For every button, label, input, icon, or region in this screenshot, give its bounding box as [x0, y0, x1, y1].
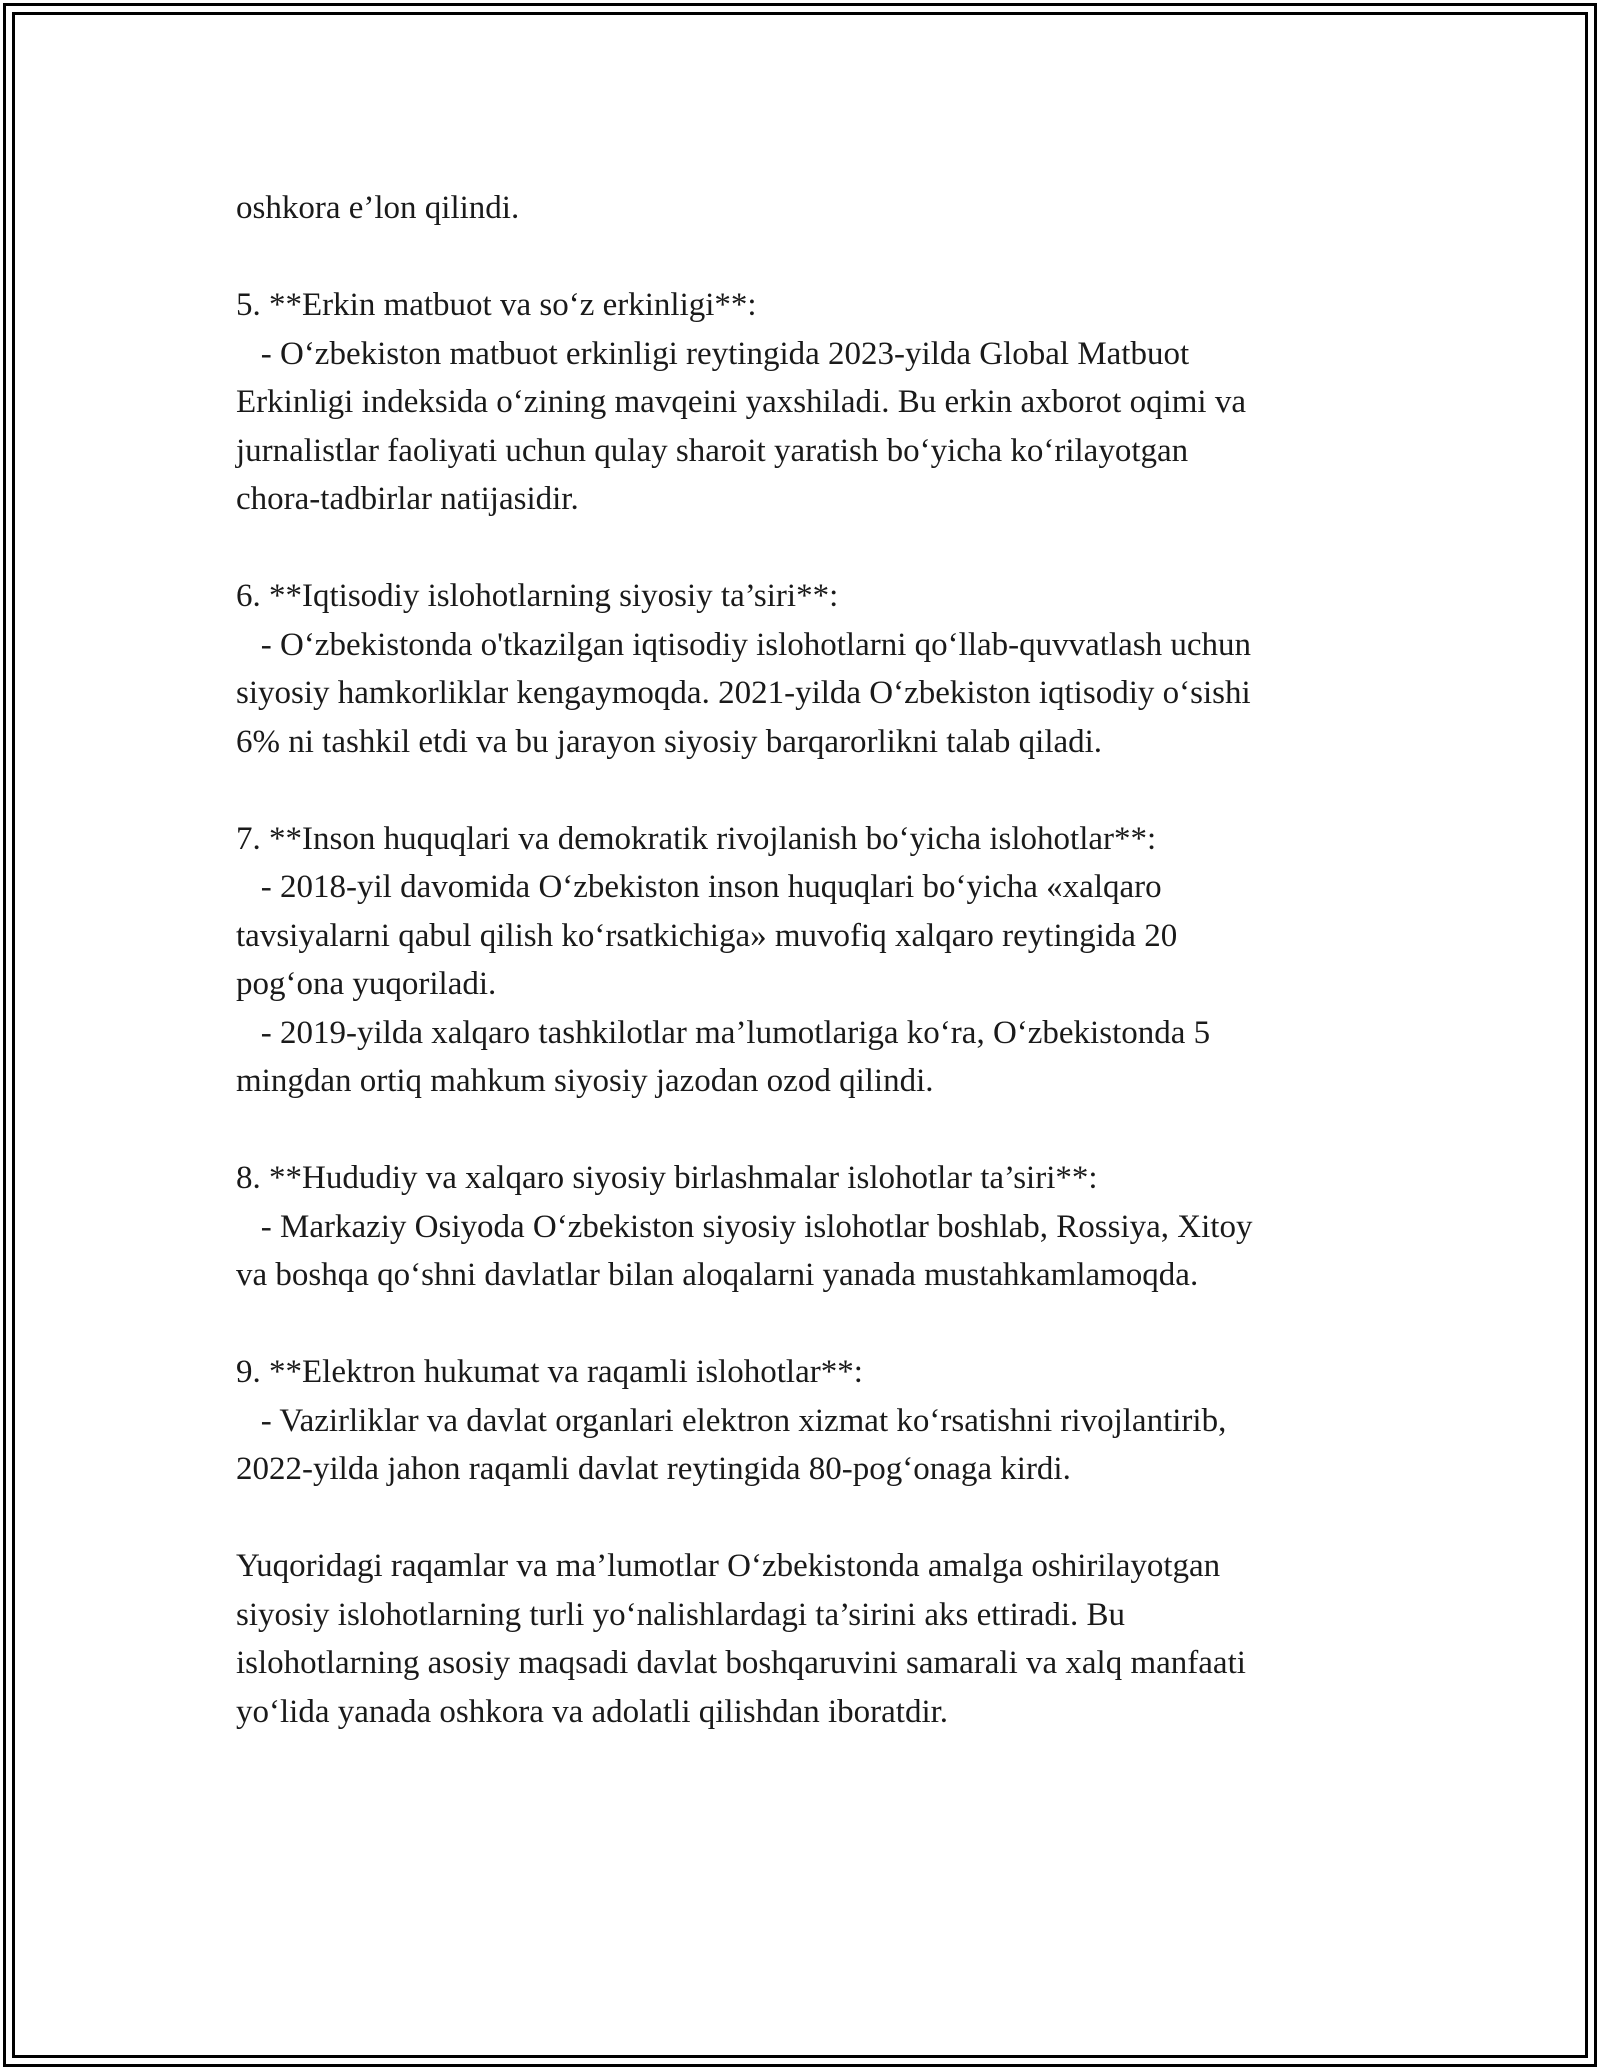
text-line: - Markaziy Osiyoda O‘zbekiston siyosiy islohotlar boshlab, Rossiya, Xitoy — [236, 1208, 1253, 1245]
text-line: Yuqoridagi raqamlar va ma’lumotlar O‘zbekistonda amalga oshirilayotgan — [236, 1548, 1221, 1584]
text-line: - O‘zbekiston matbuot erkinligi reytingida 2023-yilda Global Matbuot — [236, 335, 1190, 372]
text-line: - O‘zbekistonda o'tkazilgan iqtisodiy islohotlarni qo‘llab-quvvatlash uchun — [236, 626, 1251, 663]
text-line: 6. **Iqtisodiy islohotlarning siyosiy ta’siri**: — [236, 578, 839, 614]
text-line: - 2019-yilda xalqaro tashkilotlar ma’lumotlariga ko‘ra, O‘zbekistonda 5 — [236, 1014, 1211, 1051]
blank-line — [236, 766, 1396, 815]
text-line: 6% ni tashkil etdi va bu jarayon siyosiy barqarorlikni talab qiladi. — [236, 723, 1103, 760]
text-line: siyosiy islohotlarning turli yo‘nalishlardagi ta’sirini aks ettiradi. Bu — [236, 1596, 1126, 1633]
blank-line — [236, 1300, 1396, 1349]
text-line: tavsiyalarni qabul qilish ko‘rsatkichiga» muvofiq xalqaro reytingida 20 — [236, 917, 1178, 954]
text-line: yo‘lida yanada oshkora va adolatli qilishdan iboratdir. — [236, 1693, 949, 1730]
text-line: va boshqa qo‘shni davlatlar bilan aloqalarni yanada mustahkamlamoqda. — [236, 1257, 1199, 1293]
blank-line — [236, 233, 1396, 282]
text-line: 9. **Elektron hukumat va raqamli islohotlar**: — [236, 1354, 863, 1390]
text-line: oshkora e’lon qilindi. — [236, 190, 520, 226]
text-line: 2022-yilda jahon raqamli davlat reytingida 80-pog‘onaga kirdi. — [236, 1451, 1071, 1487]
text-line: chora-tadbirlar natijasidir. — [236, 481, 579, 517]
text-line: Erkinligi indeksida o‘zining mavqeini yaxshiladi. Bu erkin axborot oqimi va — [236, 384, 1246, 420]
text-line: 7. **Inson huquqlari va demokratik rivojlanish bo‘yicha islohotlar**: — [236, 820, 1157, 857]
document-body — [236, 184, 1396, 1736]
blank-line — [236, 1106, 1396, 1155]
text-line: islohotlarning asosiy maqsadi davlat boshqaruvini samarali va xalq manfaati — [236, 1645, 1246, 1681]
text-line: mingdan ortiq mahkum siyosiy jazodan ozod qilindi. — [236, 1063, 934, 1099]
text-line: jurnalistlar faoliyati uchun qulay sharoit yaratish bo‘yicha ko‘rilayotgan — [236, 432, 1189, 469]
text-line: 5. **Erkin matbuot va so‘z erkinligi**: — [236, 287, 757, 323]
text-line: - 2018-yil davomida O‘zbekiston inson huquqlari bo‘yicha «xalqaro — [236, 869, 1162, 905]
text-line: siyosiy hamkorliklar kengaymoqda. 2021-yilda O‘zbekiston iqtisodiy o‘sishi — [236, 675, 1251, 711]
text-line: pog‘ona yuqoriladi. — [236, 966, 497, 1002]
text-line: 8. **Hududiy va xalqaro siyosiy birlashmalar islohotlar ta’siri**: — [236, 1160, 1098, 1196]
text-line: - Vazirliklar va davlat organlari elektron xizmat ko‘rsatishni rivojlantirib, — [236, 1402, 1227, 1439]
blank-line — [236, 1494, 1396, 1543]
blank-line — [236, 524, 1396, 573]
